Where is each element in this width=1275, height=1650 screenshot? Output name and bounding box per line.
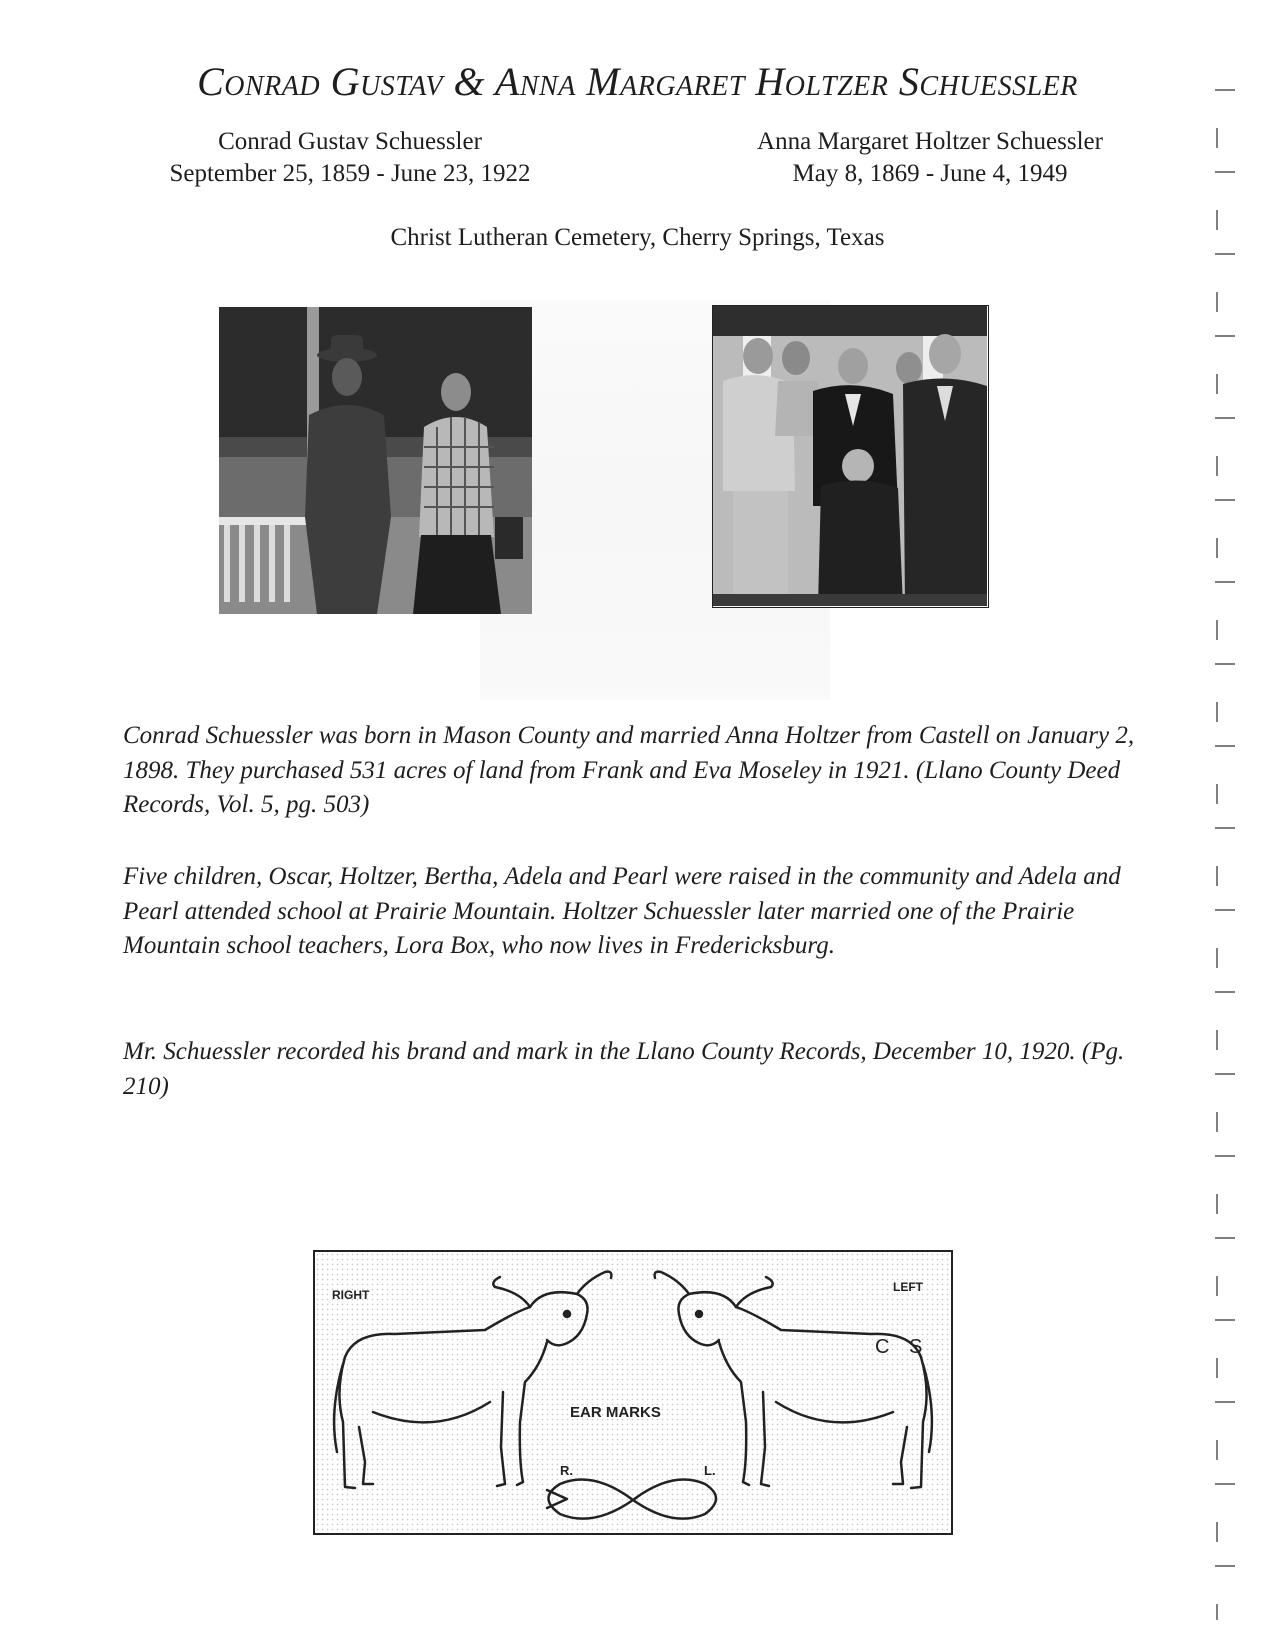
- ear-marks-label: EAR MARKS: [570, 1404, 661, 1421]
- paragraph-brand-record: Mr. Schuessler recorded his brand and mark in the Llano County Records, December 10, 1920. (Pg. 210): [123, 1038, 1125, 1100]
- paragraph-marriage: Conrad Schuessler was born in Mason County and married Anna Holtzer from Castell on January 2, 1898. They purchased 531 acres of land from Frank and Eva Moseley in 1921. (Llano County Deed Records, Vol. 5, pg. 503): [123, 722, 1135, 818]
- husband-dates: September 25, 1859 - June 23, 1922: [169, 160, 531, 187]
- cemetery-line: Christ Lutheran Cemetery, Cherry Springs, Texas: [390, 224, 885, 251]
- couple-photo: [219, 307, 532, 614]
- husband-name: Conrad Gustav Schuessler: [218, 128, 482, 155]
- brand-letters: C S: [875, 1336, 930, 1358]
- page-title: Conrad Gustav & Anna Margaret Holtzer Schuessler: [197, 59, 1078, 104]
- left-label: LEFT: [893, 1280, 923, 1294]
- left-cow-body: [345, 1307, 530, 1357]
- ear-left-label: L.: [704, 1463, 716, 1478]
- family-photo: [712, 305, 989, 608]
- wife-name: Anna Margaret Holtzer Schuessler: [757, 128, 1103, 155]
- husband-block: [110, 126, 590, 190]
- binding-marks: [1207, 80, 1247, 1620]
- cattle-drawing: [315, 1252, 951, 1533]
- ear-mark-symbol: [549, 1480, 717, 1519]
- wife-dates: May 8, 1869 - June 4, 1949: [792, 160, 1068, 187]
- ear-right-label: R.: [560, 1463, 573, 1478]
- paragraph-children: Five children, Oscar, Holtzer, Bertha, Adela and Pearl were raised in the community and Adela and Pearl attended school at Prairie Mountain. Holtzer Schuessler later married one of the Prairie Mountain school teachers, Lora Box, who now lives in Fredericksburg.: [123, 863, 1121, 959]
- right-label: RIGHT: [332, 1288, 370, 1302]
- brand-illustration: [313, 1250, 953, 1535]
- wife-block: [690, 126, 1170, 190]
